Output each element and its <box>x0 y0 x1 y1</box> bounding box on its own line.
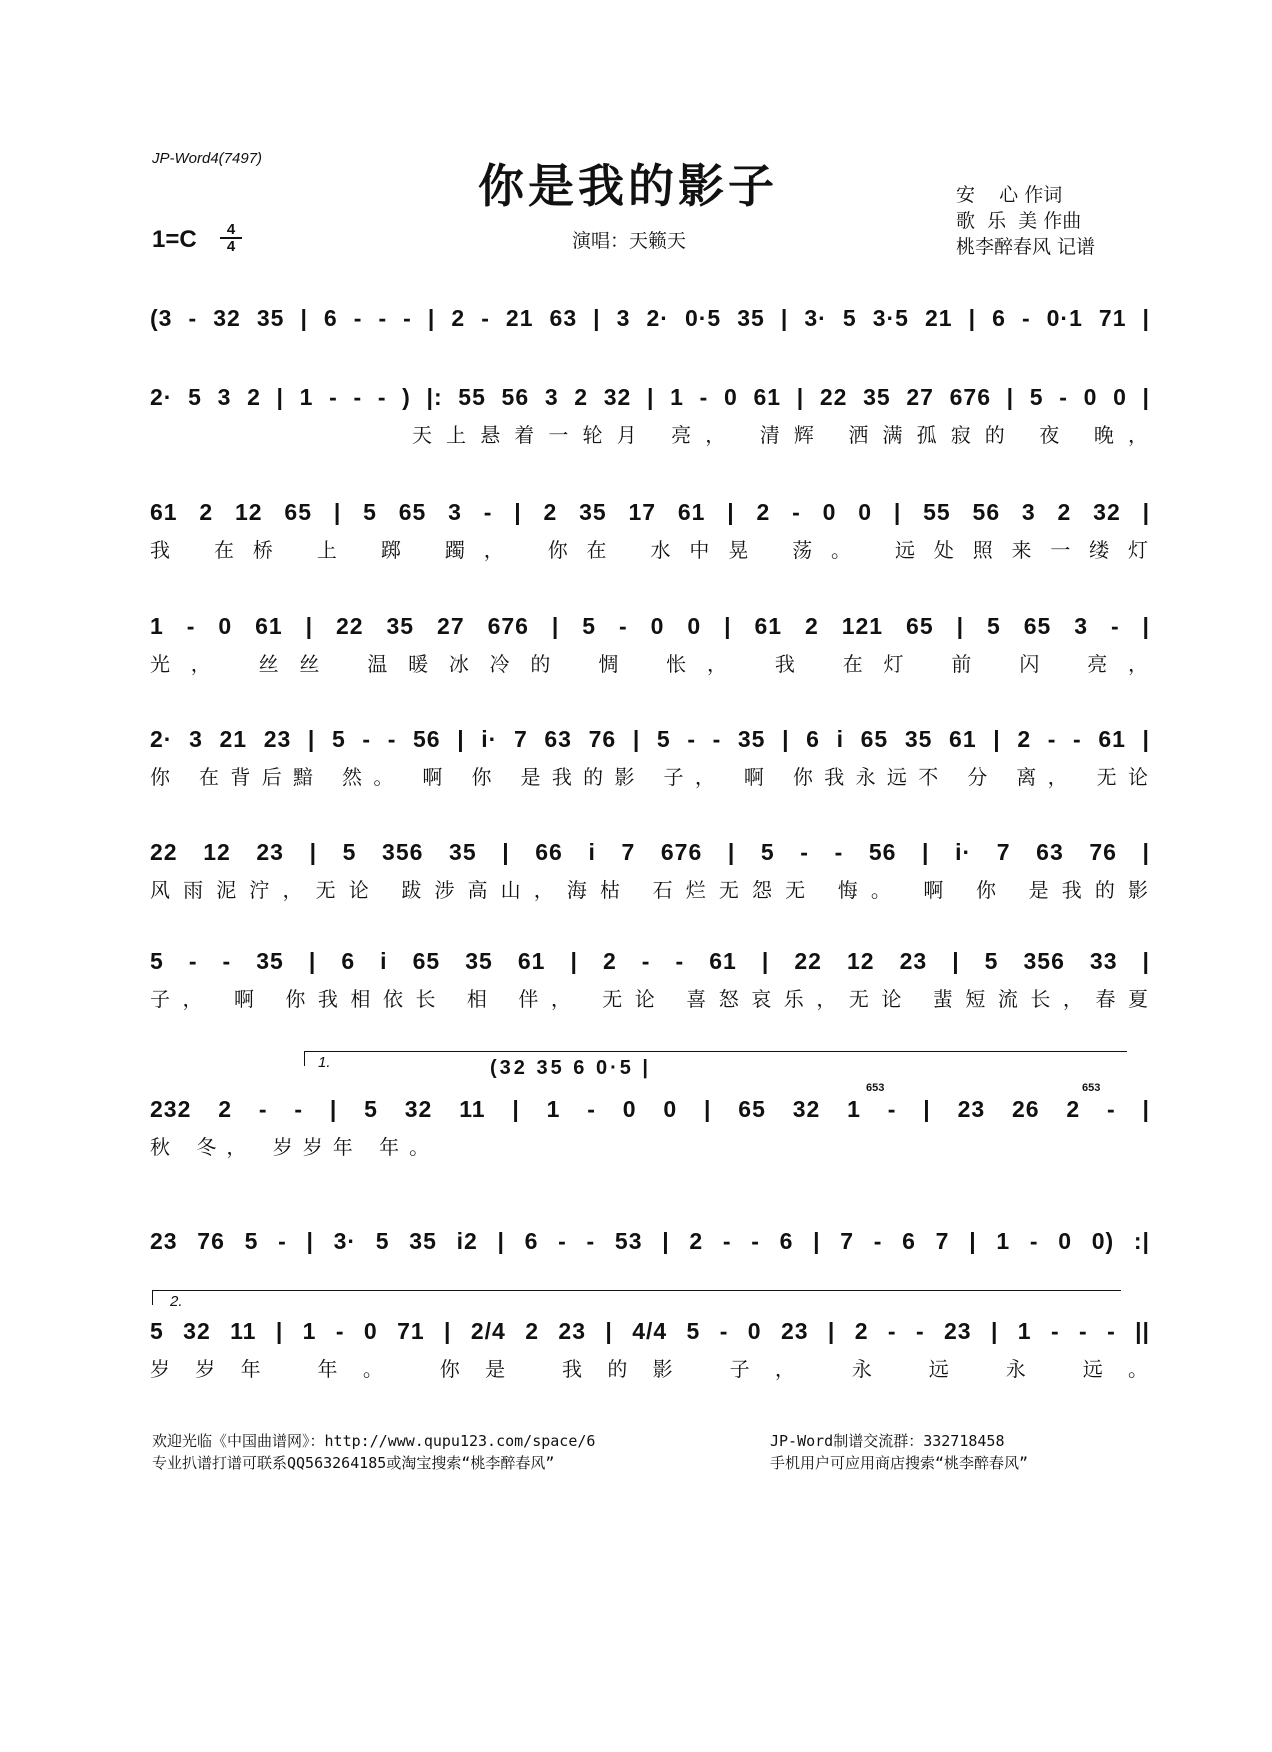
notation-line: 232 2 - - | 5 32 11 | 1 - 0 0 | 65 32 1 - | 23 26 2 - | <box>150 1096 1150 1122</box>
score-system-2 <box>150 382 1150 448</box>
lyricist-credit: 安 心 作词 <box>956 184 1063 206</box>
second-ending-bracket <box>152 1290 1121 1305</box>
first-ending-label: 1. <box>318 1054 331 1071</box>
score-system-3 <box>150 497 1150 563</box>
lyric-line: 风雨泥泞，无论 跋涉高山，海枯 石烂无怨无 悔。 啊 你 是我的影 <box>150 878 1150 902</box>
transcriber-credit: 桃李醉春风 记谱 <box>956 236 1096 258</box>
score-system-8 <box>150 1094 1150 1160</box>
score-system-10 <box>150 1316 1150 1382</box>
source-tag: JP-Word4(7497) <box>152 150 263 167</box>
interlude-notation: (32 35 6 0·5 | <box>490 1057 652 1079</box>
lyric-line: 子， 啊 你我相依长 相 伴， 无论 喜怒哀乐，无论 蜚短流长，春夏 <box>150 987 1150 1011</box>
notation-line: (3 - 32 35 | 6 - - - | 2 - 21 63 | 3 2· 0·5 35 | 3· 5 3·5 21 | 6 - 0·1 71 | <box>150 305 1150 331</box>
notation-line: 22 12 23 | 5 356 35 | 66 i 7 676 | 5 - - 56 | i· 7 63 76 | <box>150 839 1150 865</box>
time-signature <box>220 222 242 254</box>
notation-line: 2· 3 21 23 | 5 - - 56 | i· 7 63 76 | 5 - - 35 | 6 i 65 35 61 | 2 - - 61 | <box>150 726 1150 752</box>
footer-site-link: 欢迎光临《中国曲谱网》：http://www.qupu123.com/space/6 <box>152 1432 596 1450</box>
grace-notes-1: 653 <box>866 1082 885 1094</box>
footer-app: 手机用户可应用商店搜索“桃李醉春风” <box>770 1454 1029 1472</box>
composer-credit: 歌 乐 美 作曲 <box>956 210 1082 232</box>
score-system-7 <box>150 946 1150 1012</box>
notation-line: 5 32 11 | 1 - 0 71 | 2/4 2 23 | 4/4 5 - 0 23 | 2 - - 23 | 1 - - - || <box>150 1318 1150 1344</box>
time-signature-top: 4 <box>220 222 242 239</box>
lyric-line: 我 在桥 上 踯 躅， 你在 水中晃 荡。 远处照来一缕灯 <box>150 538 1150 562</box>
singer: 演唱：天籁天 <box>572 230 687 252</box>
score-system-1 <box>150 303 1150 333</box>
score-system-6 <box>150 837 1150 903</box>
footer-contact: 专业扒谱打谱可联系QQ563264185或淘宝搜索“桃李醉春风” <box>152 1454 555 1472</box>
lyric-line: 天上悬着一轮月 亮， 清辉 洒满孤寂的 夜 晚， <box>412 423 1150 447</box>
lyric-line: 岁岁年 年。 你是 我的影 子， 永 远 永 远。 <box>150 1357 1150 1381</box>
second-ending-label: 2. <box>170 1293 183 1310</box>
score-system-9 <box>150 1226 1150 1256</box>
first-ending-bracket <box>304 1051 1127 1066</box>
score-system-4 <box>150 611 1150 677</box>
notation-line: 61 2 12 65 | 5 65 3 - | 2 35 17 61 | 2 - 0 0 | 55 56 3 2 32 | <box>150 499 1150 525</box>
notation-line: 23 76 5 - | 3· 5 35 i2 | 6 - - 53 | 2 - - 6 | 7 - 6 7 | 1 - 0 0) :| <box>150 1228 1150 1254</box>
credits <box>956 182 1095 260</box>
notation-line: 1 - 0 61 | 22 35 27 676 | 5 - 0 0 | 61 2 121 65 | 5 65 3 - | <box>150 613 1150 639</box>
notation-line: 2· 5 3 2 | 1 - - - ) |: 55 56 3 2 32 | 1 - 0 61 | 22 35 27 676 | 5 - 0 0 | <box>150 384 1150 410</box>
lyric-line: 你 在背后黯 然。 啊 你 是我的影 子， 啊 你我永远不 分 离， 无论 <box>150 765 1150 789</box>
grace-notes-2: 653 <box>1082 1082 1101 1094</box>
key-signature: 1=C <box>152 226 197 253</box>
song-title: 你是我的影子 <box>478 159 778 213</box>
footer-group: JP-Word制谱交流群：332718458 <box>770 1432 1005 1450</box>
time-signature-bottom: 4 <box>226 238 236 255</box>
notation-line: 5 - - 35 | 6 i 65 35 61 | 2 - - 61 | 22 12 23 | 5 356 33 | <box>150 948 1150 974</box>
lyric-line: 光， 丝丝 温暖冰冷的 惆 怅， 我 在灯 前 闪 亮， <box>150 652 1150 676</box>
lyric-line: 秋 冬， 岁岁年 年。 <box>150 1135 440 1159</box>
score-system-5 <box>150 724 1150 790</box>
